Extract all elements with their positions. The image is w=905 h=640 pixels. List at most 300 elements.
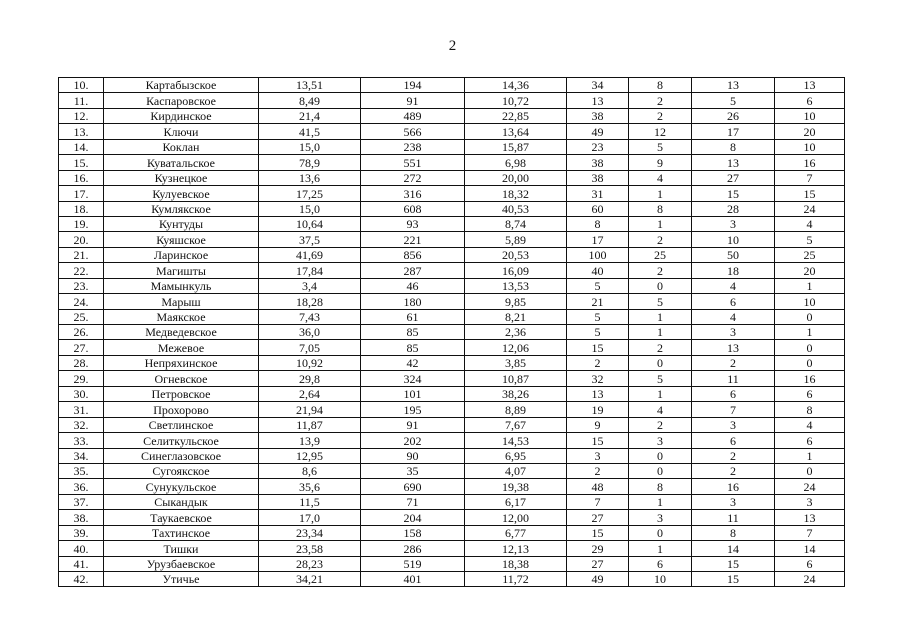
col-6-value: 19: [567, 402, 629, 417]
col-9-value: 5: [775, 232, 845, 247]
col-7-value: 1: [629, 386, 692, 401]
col-9-value: 1: [775, 448, 845, 463]
col-9-value: 10: [775, 294, 845, 309]
lake-name: Коклан: [104, 139, 259, 154]
col-3-value: 8,49: [259, 93, 361, 108]
col-6-value: 23: [567, 139, 629, 154]
col-7-value: 1: [629, 325, 692, 340]
col-7-value: 0: [629, 463, 692, 478]
col-3-value: 41,5: [259, 124, 361, 139]
col-9-value: 20: [775, 124, 845, 139]
col-9-value: 10: [775, 139, 845, 154]
row-number: 16.: [59, 170, 104, 185]
col-8-value: 11: [692, 510, 775, 525]
col-6-value: 100: [567, 247, 629, 262]
col-6-value: 15: [567, 433, 629, 448]
col-9-value: 10: [775, 108, 845, 123]
lake-name: Утичье: [104, 572, 259, 587]
col-9-value: 8: [775, 402, 845, 417]
col-4-value: 35: [361, 463, 465, 478]
col-3-value: 29,8: [259, 371, 361, 386]
row-number: 19.: [59, 216, 104, 231]
col-7-value: 2: [629, 263, 692, 278]
col-9-value: 13: [775, 78, 845, 93]
col-4-value: 856: [361, 247, 465, 262]
col-3-value: 15,0: [259, 201, 361, 216]
col-7-value: 8: [629, 201, 692, 216]
col-8-value: 3: [692, 417, 775, 432]
col-3-value: 28,23: [259, 556, 361, 571]
col-3-value: 7,05: [259, 340, 361, 355]
row-number: 22.: [59, 263, 104, 278]
col-7-value: 9: [629, 155, 692, 170]
lake-name: Синеглазовское: [104, 448, 259, 463]
col-6-value: 38: [567, 108, 629, 123]
lake-name: Ларинское: [104, 247, 259, 262]
row-number: 17.: [59, 186, 104, 201]
col-3-value: 13,9: [259, 433, 361, 448]
row-number: 28.: [59, 355, 104, 370]
col-9-value: 3: [775, 494, 845, 509]
row-number: 23.: [59, 278, 104, 293]
col-5-value: 12,13: [465, 541, 567, 556]
col-7-value: 0: [629, 448, 692, 463]
col-5-value: 15,87: [465, 139, 567, 154]
col-4-value: 519: [361, 556, 465, 571]
col-6-value: 15: [567, 525, 629, 540]
col-6-value: 31: [567, 186, 629, 201]
col-8-value: 3: [692, 494, 775, 509]
col-4-value: 71: [361, 494, 465, 509]
table-row: [59, 386, 845, 401]
col-3-value: 21,94: [259, 402, 361, 417]
col-8-value: 7: [692, 402, 775, 417]
col-6-value: 13: [567, 386, 629, 401]
col-5-value: 8,74: [465, 216, 567, 231]
col-8-value: 27: [692, 170, 775, 185]
row-number: 34.: [59, 448, 104, 463]
lake-name: Куватальское: [104, 155, 259, 170]
col-5-value: 40,53: [465, 201, 567, 216]
lake-name: Кулуевское: [104, 186, 259, 201]
col-5-value: 20,00: [465, 170, 567, 185]
col-4-value: 608: [361, 201, 465, 216]
col-9-value: 0: [775, 463, 845, 478]
table-row: [59, 278, 845, 293]
col-3-value: 15,0: [259, 139, 361, 154]
col-6-value: 2: [567, 355, 629, 370]
col-9-value: 4: [775, 216, 845, 231]
col-3-value: 17,84: [259, 263, 361, 278]
lake-name: Сунукульское: [104, 479, 259, 494]
col-6-value: 5: [567, 309, 629, 324]
table-row: [59, 525, 845, 540]
col-8-value: 5: [692, 93, 775, 108]
table-row: [59, 510, 845, 525]
col-9-value: 6: [775, 386, 845, 401]
col-5-value: 14,36: [465, 78, 567, 93]
col-3-value: 17,0: [259, 510, 361, 525]
col-4-value: 489: [361, 108, 465, 123]
col-7-value: 12: [629, 124, 692, 139]
col-3-value: 21,4: [259, 108, 361, 123]
lake-name: Огневское: [104, 371, 259, 386]
row-number: 36.: [59, 479, 104, 494]
col-8-value: 6: [692, 433, 775, 448]
table-row: [59, 402, 845, 417]
col-6-value: 34: [567, 78, 629, 93]
col-7-value: 25: [629, 247, 692, 262]
row-number: 30.: [59, 386, 104, 401]
col-4-value: 46: [361, 278, 465, 293]
col-4-value: 287: [361, 263, 465, 278]
col-5-value: 13,64: [465, 124, 567, 139]
col-5-value: 13,53: [465, 278, 567, 293]
col-9-value: 25: [775, 247, 845, 262]
col-5-value: 22,85: [465, 108, 567, 123]
table-row: [59, 78, 845, 93]
col-7-value: 2: [629, 340, 692, 355]
col-7-value: 0: [629, 525, 692, 540]
col-7-value: 5: [629, 139, 692, 154]
table-row: [59, 371, 845, 386]
col-6-value: 8: [567, 216, 629, 231]
lake-name: Медведевское: [104, 325, 259, 340]
col-5-value: 4,07: [465, 463, 567, 478]
table-row: [59, 247, 845, 262]
col-5-value: 8,21: [465, 309, 567, 324]
col-9-value: 0: [775, 355, 845, 370]
col-4-value: 90: [361, 448, 465, 463]
lake-name: Селиткульское: [104, 433, 259, 448]
table-row: [59, 355, 845, 370]
col-6-value: 38: [567, 155, 629, 170]
lake-name: Картабызское: [104, 78, 259, 93]
col-5-value: 6,98: [465, 155, 567, 170]
col-8-value: 26: [692, 108, 775, 123]
lake-name: Кумлякское: [104, 201, 259, 216]
col-6-value: 5: [567, 325, 629, 340]
col-4-value: 180: [361, 294, 465, 309]
col-3-value: 10,92: [259, 355, 361, 370]
col-7-value: 4: [629, 170, 692, 185]
col-6-value: 40: [567, 263, 629, 278]
lake-name: Тишки: [104, 541, 259, 556]
col-7-value: 5: [629, 371, 692, 386]
col-9-value: 16: [775, 155, 845, 170]
col-7-value: 1: [629, 216, 692, 231]
col-8-value: 2: [692, 355, 775, 370]
row-number: 24.: [59, 294, 104, 309]
row-number: 42.: [59, 572, 104, 587]
col-6-value: 38: [567, 170, 629, 185]
col-4-value: 91: [361, 93, 465, 108]
col-5-value: 3,85: [465, 355, 567, 370]
col-8-value: 10: [692, 232, 775, 247]
col-5-value: 2,36: [465, 325, 567, 340]
col-5-value: 14,53: [465, 433, 567, 448]
row-number: 18.: [59, 201, 104, 216]
col-5-value: 18,32: [465, 186, 567, 201]
lake-name: Ключи: [104, 124, 259, 139]
col-8-value: 18: [692, 263, 775, 278]
lake-name: Кузнецкое: [104, 170, 259, 185]
col-9-value: 24: [775, 201, 845, 216]
col-6-value: 3: [567, 448, 629, 463]
lake-name: Урузбаевское: [104, 556, 259, 571]
col-8-value: 6: [692, 294, 775, 309]
col-6-value: 27: [567, 556, 629, 571]
col-7-value: 1: [629, 309, 692, 324]
col-8-value: 2: [692, 463, 775, 478]
lake-name: Каспаровское: [104, 93, 259, 108]
col-8-value: 13: [692, 340, 775, 355]
table-row: [59, 186, 845, 201]
col-9-value: 1: [775, 325, 845, 340]
col-3-value: 13,6: [259, 170, 361, 185]
lake-name: Межевое: [104, 340, 259, 355]
col-3-value: 36,0: [259, 325, 361, 340]
col-5-value: 38,26: [465, 386, 567, 401]
col-7-value: 8: [629, 479, 692, 494]
col-4-value: 286: [361, 541, 465, 556]
table-row: [59, 309, 845, 324]
col-4-value: 324: [361, 371, 465, 386]
row-number: 11.: [59, 93, 104, 108]
col-4-value: 401: [361, 572, 465, 587]
col-3-value: 13,51: [259, 78, 361, 93]
col-7-value: 0: [629, 355, 692, 370]
col-7-value: 1: [629, 541, 692, 556]
col-9-value: 6: [775, 93, 845, 108]
col-7-value: 6: [629, 556, 692, 571]
lake-name: Кирдинское: [104, 108, 259, 123]
table-row: [59, 108, 845, 123]
col-9-value: 13: [775, 510, 845, 525]
table-row: [59, 417, 845, 432]
row-number: 38.: [59, 510, 104, 525]
col-4-value: 316: [361, 186, 465, 201]
table-body: [59, 78, 845, 587]
col-3-value: 18,28: [259, 294, 361, 309]
table-row: [59, 155, 845, 170]
col-7-value: 4: [629, 402, 692, 417]
row-number: 27.: [59, 340, 104, 355]
col-8-value: 6: [692, 386, 775, 401]
table-row: [59, 325, 845, 340]
lake-name: Непряхинское: [104, 355, 259, 370]
col-5-value: 8,89: [465, 402, 567, 417]
col-9-value: 14: [775, 541, 845, 556]
col-7-value: 2: [629, 108, 692, 123]
col-9-value: 16: [775, 371, 845, 386]
table-row: [59, 139, 845, 154]
col-7-value: 8: [629, 78, 692, 93]
col-3-value: 35,6: [259, 479, 361, 494]
col-3-value: 17,25: [259, 186, 361, 201]
col-9-value: 0: [775, 309, 845, 324]
row-number: 41.: [59, 556, 104, 571]
col-6-value: 49: [567, 124, 629, 139]
col-7-value: 1: [629, 494, 692, 509]
col-8-value: 15: [692, 572, 775, 587]
col-3-value: 78,9: [259, 155, 361, 170]
col-4-value: 194: [361, 78, 465, 93]
col-3-value: 41,69: [259, 247, 361, 262]
col-5-value: 12,00: [465, 510, 567, 525]
col-3-value: 34,21: [259, 572, 361, 587]
col-4-value: 202: [361, 433, 465, 448]
col-4-value: 85: [361, 340, 465, 355]
row-number: 12.: [59, 108, 104, 123]
row-number: 10.: [59, 78, 104, 93]
lake-name: Таукаевское: [104, 510, 259, 525]
col-5-value: 12,06: [465, 340, 567, 355]
col-5-value: 9,85: [465, 294, 567, 309]
col-7-value: 3: [629, 433, 692, 448]
lake-name: Маякское: [104, 309, 259, 324]
col-4-value: 272: [361, 170, 465, 185]
col-5-value: 16,09: [465, 263, 567, 278]
col-6-value: 32: [567, 371, 629, 386]
table-row: [59, 448, 845, 463]
col-5-value: 6,77: [465, 525, 567, 540]
col-4-value: 690: [361, 479, 465, 494]
col-4-value: 204: [361, 510, 465, 525]
lake-name: Прохорово: [104, 402, 259, 417]
table-row: [59, 232, 845, 247]
lake-name: Тахтинское: [104, 525, 259, 540]
col-3-value: 23,34: [259, 525, 361, 540]
row-number: 26.: [59, 325, 104, 340]
row-number: 25.: [59, 309, 104, 324]
col-7-value: 2: [629, 93, 692, 108]
col-9-value: 7: [775, 170, 845, 185]
row-number: 35.: [59, 463, 104, 478]
col-5-value: 5,89: [465, 232, 567, 247]
col-8-value: 11: [692, 371, 775, 386]
col-3-value: 7,43: [259, 309, 361, 324]
row-number: 33.: [59, 433, 104, 448]
col-8-value: 3: [692, 325, 775, 340]
table-row: [59, 479, 845, 494]
col-4-value: 566: [361, 124, 465, 139]
table-row: [59, 572, 845, 587]
col-9-value: 6: [775, 433, 845, 448]
col-8-value: 4: [692, 278, 775, 293]
col-5-value: 6,17: [465, 494, 567, 509]
table-row: [59, 433, 845, 448]
col-4-value: 238: [361, 139, 465, 154]
lake-name: Кунтуды: [104, 216, 259, 231]
col-3-value: 23,58: [259, 541, 361, 556]
col-5-value: 18,38: [465, 556, 567, 571]
table-row: [59, 124, 845, 139]
col-6-value: 9: [567, 417, 629, 432]
lake-name: Куяшское: [104, 232, 259, 247]
row-number: 40.: [59, 541, 104, 556]
row-number: 29.: [59, 371, 104, 386]
col-5-value: 20,53: [465, 247, 567, 262]
col-7-value: 2: [629, 232, 692, 247]
col-5-value: 11,72: [465, 572, 567, 587]
col-3-value: 11,87: [259, 417, 361, 432]
col-5-value: 10,87: [465, 371, 567, 386]
col-4-value: 101: [361, 386, 465, 401]
col-9-value: 24: [775, 479, 845, 494]
table-row: [59, 294, 845, 309]
col-8-value: 2: [692, 448, 775, 463]
col-8-value: 50: [692, 247, 775, 262]
table-row: [59, 494, 845, 509]
col-9-value: 7: [775, 525, 845, 540]
col-3-value: 8,6: [259, 463, 361, 478]
col-8-value: 8: [692, 139, 775, 154]
col-8-value: 28: [692, 201, 775, 216]
lake-name: Мамынкуль: [104, 278, 259, 293]
col-9-value: 24: [775, 572, 845, 587]
col-5-value: 10,72: [465, 93, 567, 108]
table-row: [59, 340, 845, 355]
col-3-value: 3,4: [259, 278, 361, 293]
col-8-value: 15: [692, 556, 775, 571]
lake-name: Марыш: [104, 294, 259, 309]
col-5-value: 7,67: [465, 417, 567, 432]
col-8-value: 8: [692, 525, 775, 540]
col-9-value: 6: [775, 556, 845, 571]
row-number: 13.: [59, 124, 104, 139]
col-3-value: 10,64: [259, 216, 361, 231]
col-9-value: 20: [775, 263, 845, 278]
lake-name: Петровское: [104, 386, 259, 401]
col-5-value: 6,95: [465, 448, 567, 463]
col-6-value: 48: [567, 479, 629, 494]
col-7-value: 0: [629, 278, 692, 293]
col-9-value: 0: [775, 340, 845, 355]
row-number: 37.: [59, 494, 104, 509]
col-8-value: 13: [692, 155, 775, 170]
col-6-value: 5: [567, 278, 629, 293]
col-6-value: 49: [567, 572, 629, 587]
col-4-value: 158: [361, 525, 465, 540]
col-4-value: 195: [361, 402, 465, 417]
table-row: [59, 93, 845, 108]
table-row: [59, 556, 845, 571]
col-8-value: 17: [692, 124, 775, 139]
col-6-value: 7: [567, 494, 629, 509]
row-number: 32.: [59, 417, 104, 432]
col-7-value: 2: [629, 417, 692, 432]
col-6-value: 13: [567, 93, 629, 108]
col-7-value: 10: [629, 572, 692, 587]
table-row: [59, 463, 845, 478]
col-4-value: 551: [361, 155, 465, 170]
col-6-value: 15: [567, 340, 629, 355]
col-5-value: 19,38: [465, 479, 567, 494]
col-3-value: 12,95: [259, 448, 361, 463]
col-9-value: 15: [775, 186, 845, 201]
col-4-value: 85: [361, 325, 465, 340]
col-4-value: 42: [361, 355, 465, 370]
row-number: 31.: [59, 402, 104, 417]
row-number: 20.: [59, 232, 104, 247]
col-3-value: 37,5: [259, 232, 361, 247]
col-4-value: 221: [361, 232, 465, 247]
col-6-value: 2: [567, 463, 629, 478]
table-row: [59, 201, 845, 216]
col-8-value: 3: [692, 216, 775, 231]
row-number: 39.: [59, 525, 104, 540]
